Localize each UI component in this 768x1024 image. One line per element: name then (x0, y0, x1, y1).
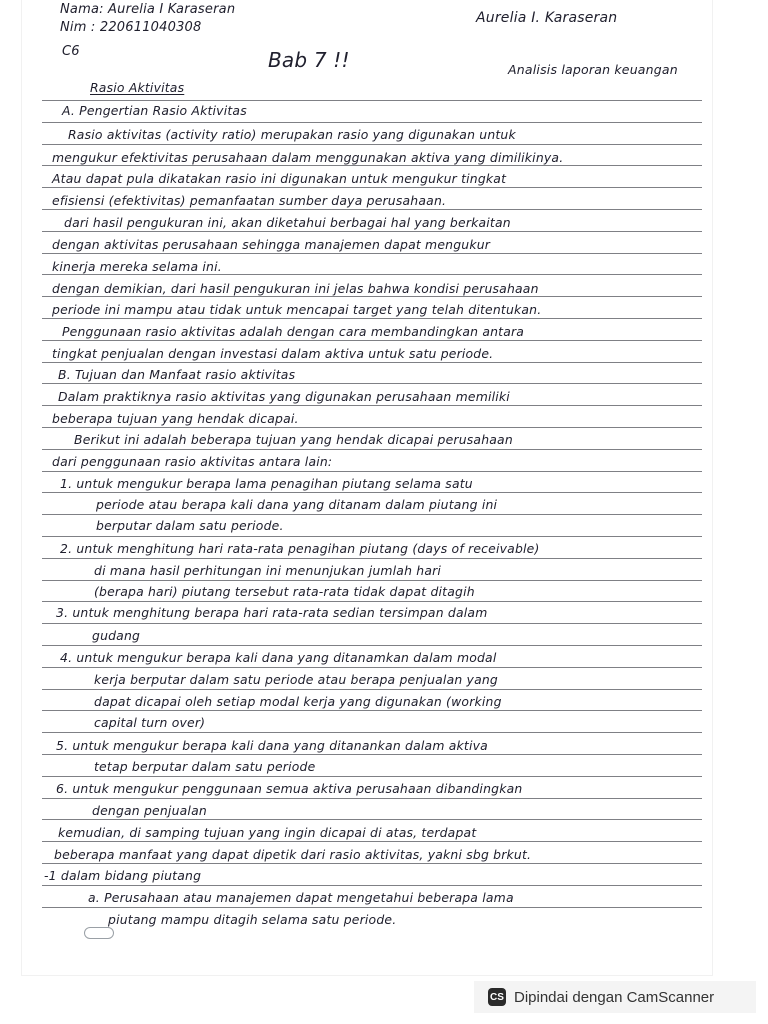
text-line: (berapa hari) piutang tersebut rata-rata tidak dapat ditagih (94, 584, 475, 599)
text-line: piutang mampu ditagih selama satu periode. (108, 912, 397, 927)
ruled-line (42, 274, 702, 275)
text-line: tingkat penjualan dengan investasi dalam aktiva untuk satu periode. (52, 346, 494, 361)
text-line: dengan aktivitas perusahaan sehingga manajemen dapat mengukur (52, 237, 491, 252)
text-line: efisiensi (efektivitas) pemanfaatan sumber daya perusahaan. (52, 193, 447, 208)
ruled-line (42, 558, 702, 559)
ruled-line (42, 253, 702, 254)
ruled-line (42, 536, 702, 537)
text-line: gudang (92, 628, 141, 643)
text-line: Atau dapat pula dikatakan rasio ini digunakan untuk mengukur tingkat (52, 171, 507, 186)
heading-rasio-aktivitas: Rasio Aktivitas (90, 80, 185, 95)
text-line: Berikut ini adalah beberapa tujuan yang hendak dicapai perusahaan (74, 432, 513, 447)
camscanner-label: Dipindai dengan CamScanner (514, 988, 715, 1006)
list-item-1: 1. untuk mengukur berapa lama penagihan piutang selama satu (60, 476, 473, 491)
student-nim: Nim : 220611040308 (60, 20, 202, 35)
heading-section-a: A. Pengertian Rasio Aktivitas (62, 103, 247, 118)
ruled-line (42, 187, 702, 188)
text-line: beberapa tujuan yang hendak dicapai. (52, 411, 299, 426)
list-item-5: 5. untuk mengukur berapa kali dana yang ditanankan dalam aktiva (56, 738, 488, 753)
text-line: dari penggunaan rasio aktivitas antara lain: (52, 454, 333, 469)
ruled-line (42, 318, 702, 319)
ruled-line (42, 165, 702, 166)
ruled-line (42, 231, 702, 232)
ruled-line (42, 601, 702, 602)
text-line: periode ini mampu atau tidak untuk mencapai target yang telah ditentukan. (52, 302, 542, 317)
ruled-line (42, 471, 702, 472)
text-line: dapat dicapai oleh setiap modal kerja yang digunakan (working (94, 694, 502, 709)
text-line: berputar dalam satu periode. (96, 518, 284, 533)
text-line: kinerja mereka selama ini. (52, 259, 222, 274)
list-item-4: 4. untuk mengukur berapa kali dana yang ditanamkan dalam modal (60, 650, 497, 665)
ruled-line (42, 710, 702, 711)
heading-section-b: B. Tujuan dan Manfaat rasio aktivitas (58, 367, 296, 382)
ruled-line (42, 514, 702, 515)
ruled-line (42, 100, 702, 101)
ruled-line (42, 776, 702, 777)
ruled-line (42, 405, 702, 406)
text-line: dari hasil pengukuran ini, akan diketahui berbagai hal yang berkaitan (64, 215, 511, 230)
ruled-line (42, 645, 702, 646)
list-item-3: 3. untuk menghitung berapa hari rata-rata sedian tersimpan dalam (56, 605, 488, 620)
ruled-line (42, 732, 702, 733)
chapter-title: Bab 7 !! (268, 48, 350, 72)
list-item-6: 6. untuk mengukur penggunaan semua aktiva perusahaan dibandingkan (56, 781, 523, 796)
text-line: Penggunaan rasio aktivitas adalah dengan cara membandingkan antara (62, 324, 525, 339)
ruled-line (42, 209, 702, 210)
ruled-line (42, 449, 702, 450)
ruled-line (42, 122, 702, 123)
ruled-line (42, 427, 702, 428)
ruled-line (42, 907, 702, 908)
text-line: tetap berputar dalam satu periode (94, 759, 316, 774)
text-line: Rasio aktivitas (activity ratio) merupakan rasio yang digunakan untuk (68, 127, 516, 142)
text-line: dengan demikian, dari hasil pengukuran ini jelas bahwa kondisi perusahaan (52, 281, 539, 296)
text-line: di mana hasil perhitungan ini menunjukan jumlah hari (94, 563, 442, 578)
ruled-line (42, 841, 702, 842)
text-line: Dalam praktiknya rasio aktivitas yang digunakan perusahaan memiliki (58, 389, 510, 404)
ruled-line (42, 144, 702, 145)
text-line: kerja berputar dalam satu periode atau berapa penjualan yang (94, 672, 498, 687)
ruled-line (42, 754, 702, 755)
ruled-line (42, 863, 702, 864)
ruled-line (42, 623, 702, 624)
camscanner-watermark (474, 981, 756, 1013)
subject-title: Analisis laporan keuangan (508, 62, 678, 77)
ruled-line (42, 798, 702, 799)
list-item-a: a. Perusahaan atau manajemen dapat mengetahui beberapa lama (88, 890, 514, 905)
list-item-2: 2. untuk menghitung hari rata-rata penagihan piutang (days of receivable) (60, 541, 540, 556)
text-line: dengan penjualan (92, 803, 207, 818)
ruled-line (42, 580, 702, 581)
ruled-line (42, 340, 702, 341)
ruled-line (42, 362, 702, 363)
class-code: C6 (62, 44, 80, 59)
text-line: kemudian, di samping tujuan yang ingin dicapai di atas, terdapat (58, 825, 477, 840)
ruled-line (42, 383, 702, 384)
ruled-line (42, 819, 702, 820)
page-marker (84, 927, 114, 939)
ruled-line (42, 296, 702, 297)
ruled-line (42, 492, 702, 493)
student-name: Nama: Aurelia I Karaseran (60, 2, 236, 17)
ruled-line (42, 667, 702, 668)
text-line: periode atau berapa kali dana yang ditanam dalam piutang ini (96, 497, 498, 512)
author-name-right: Aurelia I. Karaseran (476, 10, 618, 26)
ruled-line (42, 885, 702, 886)
text-line: beberapa manfaat yang dapat dipetik dari rasio aktivitas, yakni sbg brkut. (54, 847, 532, 862)
camscanner-logo-icon: CS (488, 988, 506, 1006)
subheading-piutang: -1 dalam bidang piutang (44, 868, 202, 883)
text-line: capital turn over) (94, 715, 206, 730)
ruled-line (42, 689, 702, 690)
text-line: mengukur efektivitas perusahaan dalam menggunakan aktiva yang dimilikinya. (52, 150, 564, 165)
